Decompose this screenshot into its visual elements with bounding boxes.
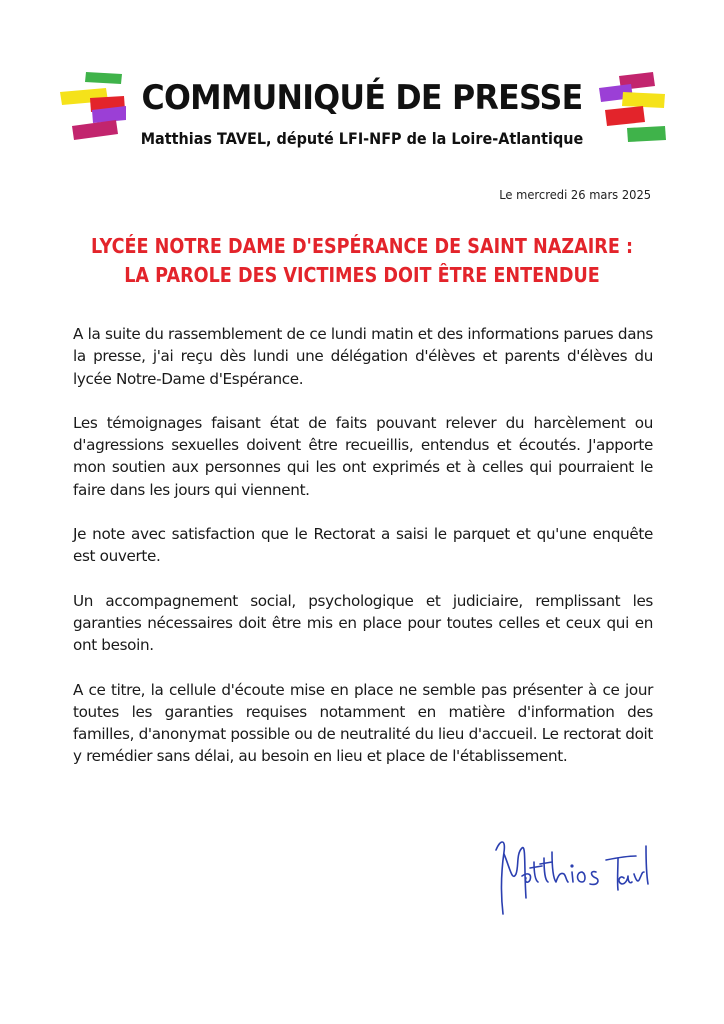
paragraph-5: A ce titre, la cellule d'écoute mise en place ne semble pas présenter à ce jour toutes les garanties requises notamment en matière d'information des familles, d'anonymat possible ou de neutralité du lieu d'accueil. Le rectorat doit y remédier sans délai, au besoin en lieu et place de l'établissement.	[73, 680, 653, 766]
page-title: COMMUNIQUÉ DE PRESSE	[141, 78, 583, 118]
headline-line-1: LYCÉE NOTRE DAME D'ESPÉRANCE DE SAINT NAZAIRE :	[90, 234, 634, 258]
press-header	[0, 70, 724, 160]
color-stripes-right-decoration	[597, 70, 667, 150]
paragraph-3: Je note avec satisfaction que le Rectorat a saisi le parquet et qu'une enquête est ouverte.	[73, 525, 653, 566]
headline	[79, 232, 646, 290]
press-body	[73, 323, 653, 790]
paragraph-2: Les témoignages faisant état de faits pouvant relever du harcèlement ou d'agressions sexuelles doivent être recueillis, entendus et écoutés. J'apporte mon soutien aux personnes qui les ont exprimés et à celles qui pourraient le faire dans les jours qui viennent.	[73, 413, 653, 499]
headline-line-2: LA PAROLE DES VICTIMES DOIT ÊTRE ENTENDUE	[124, 263, 600, 287]
handwritten-signature	[486, 828, 656, 923]
publication-date: Le mercredi 26 mars 2025	[499, 187, 651, 202]
author-subtitle: Matthias TAVEL, député LFI-NFP de la Loire-Atlantique	[140, 129, 584, 148]
paragraph-1: A la suite du rassemblement de ce lundi matin et des informations parues dans la presse, j'ai reçu dès lundi une délégation d'élèves et parents d'élèves du lycée Notre-Dame d'Espérance.	[73, 325, 653, 388]
paragraph-4: Un accompagnement social, psychologique et judiciaire, remplissant les garanties nécessaires doit être mis en place pour toutes celles et ceux qui en ont besoin.	[73, 591, 653, 655]
